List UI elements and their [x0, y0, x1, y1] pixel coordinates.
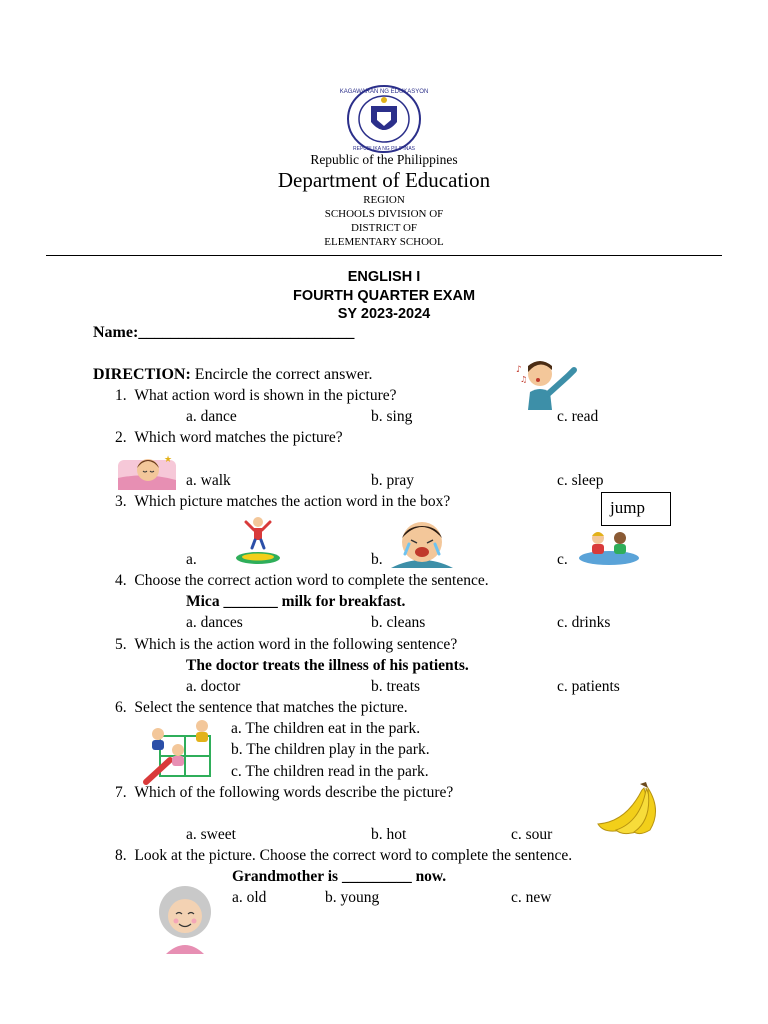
grandmother-image [152, 884, 218, 954]
q3-choice-a[interactable]: a. [186, 551, 197, 568]
question-4 [115, 572, 489, 590]
question-6 [115, 699, 408, 717]
q1-choice-c[interactable]: c. read [557, 408, 599, 425]
name-field[interactable]: Name:___________________________ [93, 324, 355, 341]
q2-num: 2. [115, 429, 127, 446]
q1-choice-b[interactable]: b. sing [371, 408, 413, 425]
q6-text: Select the sentence that matches the picture. [134, 699, 408, 716]
q8-choice-b[interactable]: b. young [325, 889, 380, 906]
q4-sentence: Mica _______ milk for breakfast. [186, 593, 406, 610]
department-title: Department of Education [277, 168, 491, 192]
action-word-box: jump [601, 492, 671, 526]
q3-num: 3. [115, 493, 127, 510]
deped-seal [339, 84, 429, 154]
music-note-icon: ♪ [516, 365, 522, 375]
q5-text: Which is the action word in the following sentence? [134, 636, 458, 653]
header-divider [46, 255, 722, 256]
republic-line: Republic of the Philippines [310, 152, 458, 167]
crying-child-image[interactable] [385, 518, 459, 568]
q8-text: Look at the picture. Choose the correct word to complete the sentence. [134, 847, 573, 864]
q6-choice-c[interactable]: c. The children read in the park. [231, 763, 429, 780]
q8-sentence: Grandmother is _________ now. [232, 868, 447, 885]
q5-num: 5. [115, 636, 127, 653]
q3-choice-b[interactable]: b. [371, 551, 383, 568]
q7-choice-b[interactable]: b. hot [371, 826, 407, 843]
q6-num: 6. [115, 699, 127, 716]
sleeping-girl-image [116, 450, 178, 492]
school-line: ELEMENTARY SCHOOL [324, 236, 444, 248]
q3-choice-c[interactable]: c. [557, 551, 568, 568]
trampoline-jump-image[interactable] [232, 514, 284, 566]
q2-choice-c[interactable]: c. sleep [557, 472, 604, 489]
q4-choice-c[interactable]: c. drinks [557, 614, 611, 631]
seal-text-top: KAGAWARAN NG EDUKASYON [339, 89, 429, 95]
q5-choice-a[interactable]: a. doctor [186, 678, 241, 695]
q1-num: 1. [115, 387, 127, 404]
q1-text: What action word is shown in the picture? [134, 387, 397, 404]
q7-choice-c[interactable]: c. sour [511, 826, 553, 843]
direction-text: Encircle the correct answer. [190, 366, 373, 383]
q7-text: Which of the following words describe the picture? [134, 784, 454, 801]
music-note-icon: ♫ [520, 375, 528, 384]
q2-choice-b[interactable]: b. pray [371, 472, 415, 489]
q1-choice-a[interactable]: a. dance [186, 408, 237, 425]
q7-num: 7. [115, 784, 127, 801]
division-line: SCHOOLS DIVISION OF [324, 208, 444, 220]
question-5 [115, 636, 457, 654]
children-playground-image [140, 716, 220, 784]
q4-text: Choose the correct action word to complete the sentence. [134, 572, 489, 589]
q8-choice-a[interactable]: a. old [232, 889, 267, 906]
seal-text-bottom: REPUBLIKA NG PILIPINAS [353, 146, 415, 152]
question-8 [115, 847, 572, 865]
question-1 [115, 387, 397, 405]
quarter-title: FOURTH QUARTER EXAM [292, 288, 476, 304]
kids-sitting-image[interactable] [576, 526, 642, 568]
q8-num: 8. [115, 847, 127, 864]
q5-choice-c[interactable]: c. patients [557, 678, 620, 695]
school-year: SY 2023-2024 [337, 306, 431, 322]
q6-choice-a[interactable]: a. The children eat in the park. [231, 720, 421, 737]
district-line: DISTRICT OF [350, 222, 418, 234]
banana-image [592, 780, 662, 836]
q4-choice-b[interactable]: b. cleans [371, 614, 426, 631]
q4-num: 4. [115, 572, 127, 589]
singing-boy-image [512, 356, 584, 410]
region-line: REGION [363, 194, 405, 206]
direction-label: DIRECTION: [93, 366, 191, 383]
direction-line [93, 366, 372, 384]
subject-title: ENGLISH I [347, 269, 421, 285]
q2-choice-a[interactable]: a. walk [186, 472, 231, 489]
star-icon: ★ [164, 455, 173, 465]
q7-choice-a[interactable]: a. sweet [186, 826, 236, 843]
q8-choice-c[interactable]: c. new [511, 889, 552, 906]
question-2 [115, 429, 343, 447]
q4-choice-a[interactable]: a. dances [186, 614, 243, 631]
q5-sentence: The doctor treats the illness of his patients. [186, 657, 469, 674]
q6-choice-b[interactable]: b. The children play in the park. [231, 741, 430, 758]
question-3 [115, 493, 450, 511]
q3-text: Which picture matches the action word in the box? [134, 493, 451, 510]
q2-text: Which word matches the picture? [134, 429, 343, 446]
q5-choice-b[interactable]: b. treats [371, 678, 421, 695]
question-7 [115, 784, 453, 802]
